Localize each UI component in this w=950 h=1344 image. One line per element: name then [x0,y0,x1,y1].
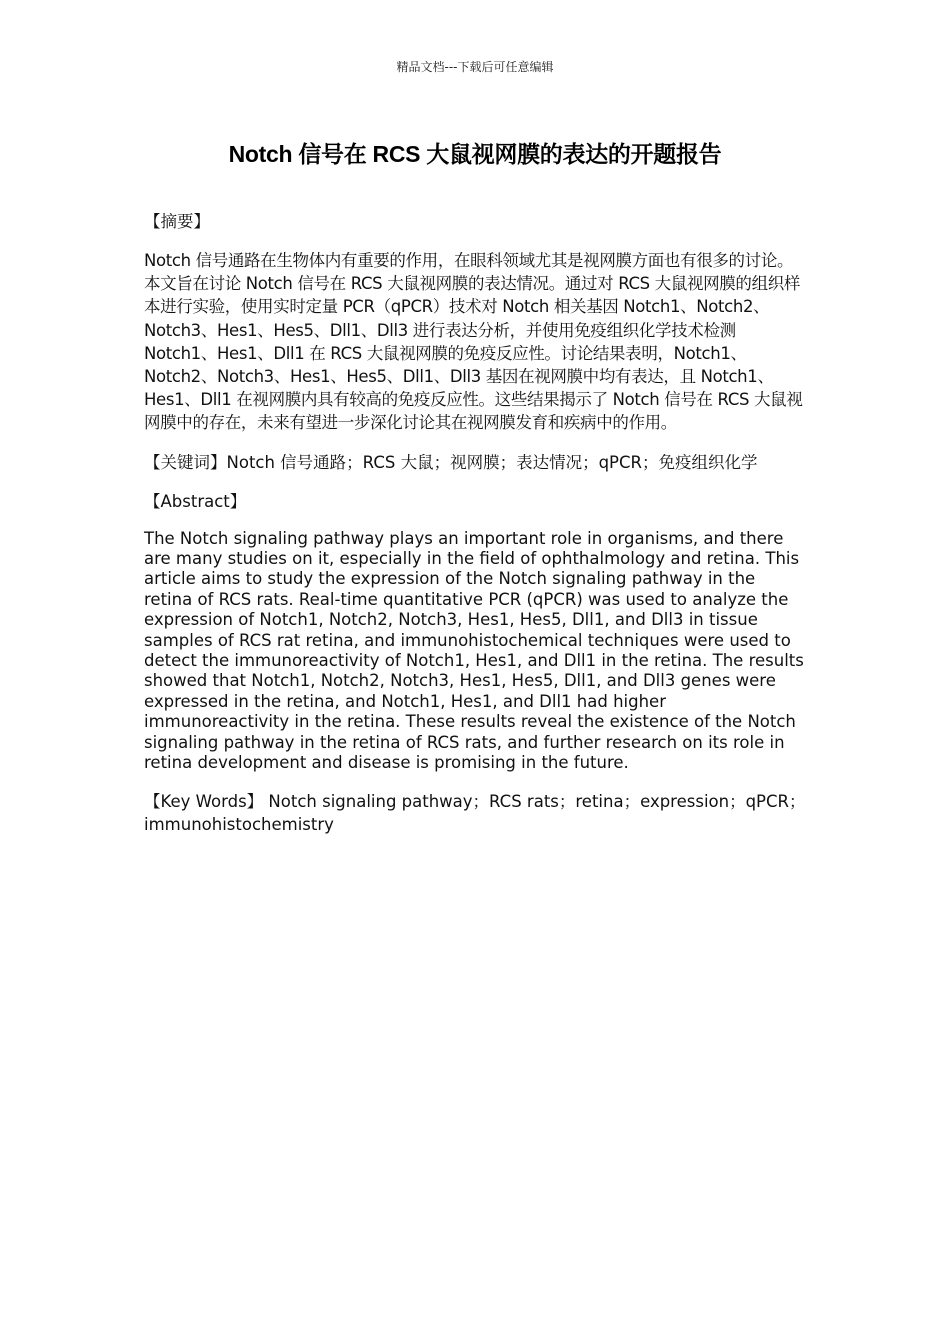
keywords-en: 【Key Words】 Notch signaling pathway；RCS rats；retina；expression；qPCR；immunohistochemistry [144,791,806,834]
page-header-note: 精品文档---下载后可任意编辑 [396,60,554,74]
abstract-cn-body: Notch 信号通路在生物体内有重要的作用，在眼科领域尤其是视网膜方面也有很多的讨论。本文旨在讨论 Notch 信号在 RCS 大鼠视网膜的表达情况。通过对 RCS 大鼠视网膜的组织样本进行实验，使用实时定量 PCR（qPCR）技术对 Notch 相关基因 Notch1、Notch2、Notch3、Hes1、Hes5、Dll1、Dll3 进行表达分析，并使用免疫组织化学技术检测 Notch1、Hes1、Dll1 在 RCS 大鼠视网膜的免疫反应性。讨论结果表明，Notch1、Notch2、Notch3、Hes1、Hes5、Dll1、Dll3 基因在视网膜中均有表达，且 Notch1、Hes1、Dll1 在视网膜内具有较高的免疫反应性。这些结果揭示了 Notch 信号在 RCS 大鼠视网膜中的存在，未来有望进一步深化讨论其在视网膜发育和疾病中的作用。 [144,251,803,433]
document-body [144,210,806,836]
keywords-cn: 【关键词】Notch 信号通路；RCS 大鼠；视网膜；表达情况；qPCR；免疫组织化学 [144,452,758,472]
abstract-en-body: The Notch signaling pathway plays an important role in organisms, and there are many studies on it, especially in the field of ophthalmology and retina. This article aims to study the expression of the Notch signaling pathway in the retina of RCS rats. Real-time quantitative PCR (qPCR) was used to analyze the expression of Notch1, Notch2, Notch3, Hes1, Hes5, Dll1, and Dll3 in tissue samples of RCS rat retina, and immunohistochemical techniques were used to detect the immunoreactivity of Notch1, Hes1, and Dll1 in the retina. The results showed that Notch1, Notch2, Notch3, Hes1, Hes5, Dll1, and Dll3 genes were expressed in the retina, and Notch1, Hes1, and Dll1 had higher immunoreactivity in the retina. These results reveal the existence of the Notch signaling pathway in the retina of RCS rats, and further research on its role in retina development and disease is promising in the future. [144,528,804,773]
document-title: Notch 信号在 RCS 大鼠视网膜的表达的开题报告 [228,141,722,167]
abstract-cn-label: 【摘要】 [144,212,210,231]
abstract-en-label: 【Abstract】 [144,491,247,511]
